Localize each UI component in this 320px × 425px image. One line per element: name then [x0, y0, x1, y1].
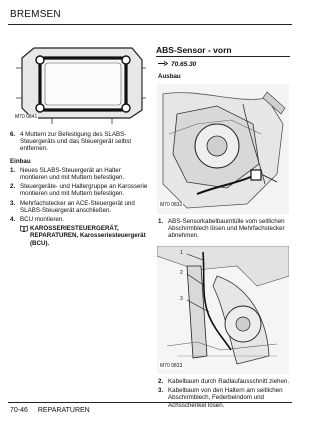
step-text: ABS-Sensorkabelbaumtülle vom seitlichen Abschirmblech lösen und Mehrfachstecker abnehmen. — [168, 218, 285, 240]
callout-1: 1 — [180, 250, 183, 256]
step-number: 1. — [158, 218, 164, 225]
ausbau-step — [158, 378, 290, 385]
step-number: 3. — [158, 387, 164, 395]
page-header-title: BREMSEN — [10, 9, 61, 20]
step-text: Mehrfachstecker an ACE-Steuergerät und SLABS-Steuergerät anschließen. — [20, 199, 135, 214]
page-number: 70-46 — [10, 407, 28, 414]
section-title-divider — [156, 56, 290, 57]
cross-reference-text: KAROSSERIESTEUERGERÄT, REPARATUREN, Karosseriesteuergerät (BCU). — [30, 225, 146, 247]
einbau-step — [10, 200, 148, 214]
book-ref-icon — [20, 225, 28, 235]
step-text: Neues SLABS-Steuergerät an Halter montieren und mit Muttern befestigen. — [20, 166, 125, 182]
ausbau-steps-a — [158, 218, 290, 242]
page-footer — [10, 407, 98, 414]
step-text: Kabelbaum durch Radlaufausschnitt ziehen. — [168, 378, 290, 385]
step-text: Steuergeräte- und Haltergruppe an Karosserie montieren und mit Muttern befestigen. — [20, 183, 148, 198]
step-number: 4. — [10, 216, 16, 224]
einbau-step — [10, 216, 148, 223]
step-number: 2. — [158, 378, 164, 385]
einbau-steps — [10, 167, 148, 223]
header-divider — [8, 24, 292, 25]
einbau-step — [10, 183, 148, 197]
figure-label: M70 0841 — [15, 114, 38, 120]
step-text: 4 Muttern zur Befestigung des SLABS-Steuergeräts und das Steuergerät selbst entfernen. — [20, 131, 132, 153]
figure-harness-routing — [157, 246, 289, 374]
step-number: 3. — [10, 199, 16, 207]
ausbau-steps-b — [158, 378, 290, 411]
callout-2: 2 — [180, 270, 183, 276]
step-number: 2. — [10, 183, 16, 191]
left-column — [10, 131, 148, 247]
callout-3: 3 — [180, 296, 183, 302]
step-number: 6. — [10, 131, 16, 138]
cross-reference-link[interactable] — [20, 225, 148, 247]
ausbau-heading: Ausbau — [158, 73, 181, 80]
step-number: 1. — [10, 166, 16, 174]
operation-code-text: 70.65.30 — [171, 61, 197, 68]
figure-label: M70 0833 — [160, 363, 183, 369]
figure-label: M70 0832 — [160, 202, 183, 208]
ausbau-step — [158, 218, 290, 240]
ausbau-step — [158, 387, 290, 409]
repair-operation-code — [158, 61, 196, 68]
figure-abs-harness — [157, 84, 289, 214]
section-title: ABS-Sensor - vorn — [156, 45, 232, 55]
step-6 — [10, 131, 148, 153]
einbau-heading: Einbau — [10, 157, 31, 165]
figure-slabs-ecu — [12, 38, 150, 124]
einbau-step — [10, 167, 148, 181]
footer-divider — [8, 402, 292, 403]
step-text: BCU montieren. — [20, 216, 65, 224]
step-text: Kabelbaum von den Haltern am seitlichen Abschirmblech, Federbeindom und Achsschenkel lösen. — [168, 387, 283, 409]
wrench-icon — [158, 61, 168, 68]
footer-section: REPARATUREN — [37, 407, 90, 414]
